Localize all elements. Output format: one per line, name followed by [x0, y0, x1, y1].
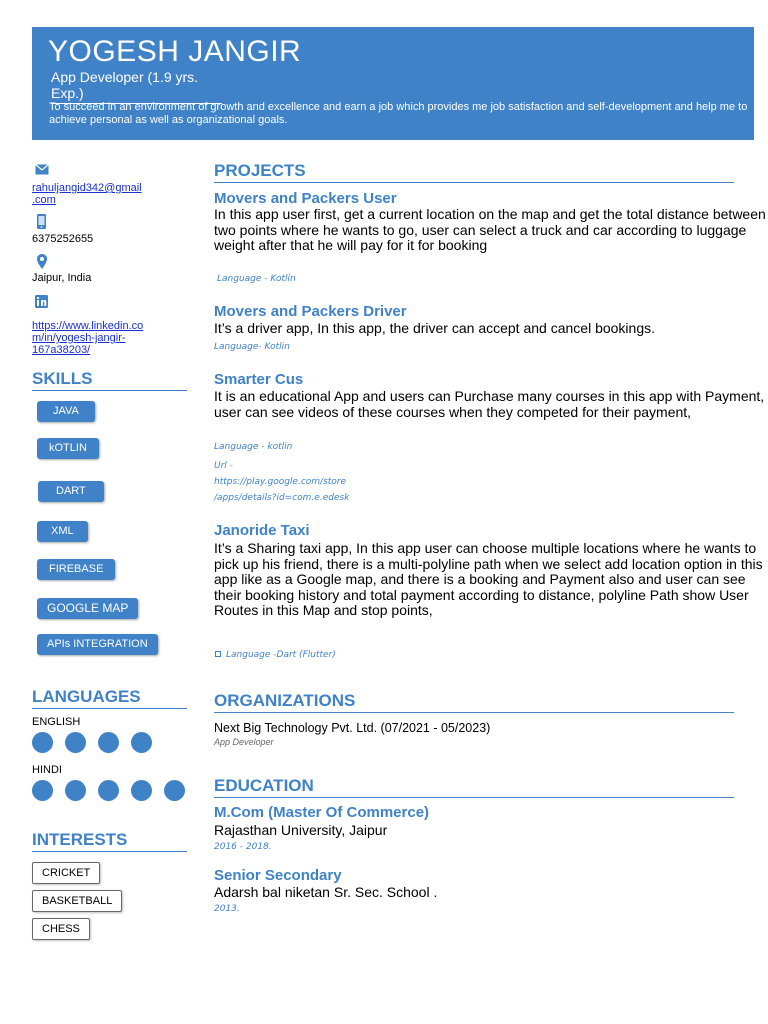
- project-language: Language - Kotlin: [217, 274, 296, 284]
- languages-title: LANGUAGES: [32, 687, 187, 709]
- skill-tag: GOOGLE MAP: [37, 598, 138, 619]
- skill-tag: DART: [38, 481, 104, 502]
- project-language: Language -Dart (Flutter): [226, 650, 336, 660]
- education-title: EDUCATION: [214, 776, 734, 798]
- project-title: Movers and Packers Driver: [214, 303, 407, 320]
- interest-tag: CRICKET: [32, 862, 100, 884]
- skill-tag: JAVA: [37, 401, 95, 422]
- project-url-label: Url -: [214, 461, 233, 471]
- project-description: It is an educational App and users can Purchase many courses in this app with Payment, user can see videos of these courses when they competed for their payment,: [214, 388, 765, 420]
- skill-tag: APIs INTEGRATION: [37, 634, 158, 655]
- location-icon: [37, 254, 47, 269]
- language-level-dot: [131, 780, 152, 801]
- language-level-dot: [32, 780, 53, 801]
- bullet-icon: [215, 651, 221, 657]
- skill-tag: FIREBASE: [37, 559, 115, 580]
- language-level-dot: [98, 780, 119, 801]
- language-level-dot: [65, 732, 86, 753]
- language-name: ENGLISH: [32, 716, 81, 728]
- interests-title: INTERESTS: [32, 830, 187, 852]
- email-link[interactable]: rahuljangid342@gmail .com: [32, 182, 142, 206]
- skills-title: SKILLS: [32, 369, 187, 391]
- project-description: In this app user first, get a current location on the map and get the total distance between two points where he wants to go, user can select a truck and car according to luggage weight after that he will pay for it for booking: [214, 206, 766, 253]
- interest-tag: BASKETBALL: [32, 890, 122, 912]
- organization-role: App Developer: [214, 737, 274, 747]
- skill-tag: XML: [37, 521, 88, 542]
- education-degree: M.Com (Master Of Commerce): [214, 804, 430, 821]
- project-url[interactable]: https://play.google.com/store: [214, 477, 347, 487]
- education-years: 2016 - 2018.: [214, 842, 272, 852]
- linkedin-link[interactable]: https://www.linkedin.co m/in/yogesh-jangir- 167a38203/: [32, 320, 144, 356]
- organization-name: Next Big Technology Pvt. Ltd. (07/2021 - 05/2023): [214, 721, 491, 735]
- language-level-dot: [32, 732, 53, 753]
- project-title: Movers and Packers User: [214, 190, 397, 207]
- organizations-title: ORGANIZATIONS: [214, 691, 734, 713]
- skill-tag: kOTLIN: [37, 438, 99, 459]
- project-url[interactable]: /apps/details?id=com.e.edesk: [214, 493, 350, 503]
- language-level-dot: [164, 780, 185, 801]
- project-title: Janoride Taxi: [214, 522, 310, 539]
- header-banner: [32, 27, 754, 140]
- language-name: HINDI: [32, 764, 62, 776]
- linkedin-icon: [35, 295, 48, 308]
- interest-tag: CHESS: [32, 918, 90, 940]
- project-description: It’s a Sharing taxi app, In this app user can choose multiple locations where he wants to pick up his friend, there is a multi-polyline path when we select add location option in this app like as a Google map, and there is a booking and Payment also and user can see their booking history and total payment according to distance, polyline Path show User Routes in this Map and stop points,: [214, 540, 763, 618]
- language-level-dot: [98, 732, 119, 753]
- phone-number: 6375252655: [32, 233, 94, 245]
- location-text: Jaipur, India: [32, 272, 92, 284]
- education-years: 2013.: [214, 904, 240, 914]
- project-language: Language- Kotlin: [214, 342, 290, 352]
- projects-title: PROJECTS: [214, 161, 734, 183]
- project-language: Language - kotlin: [214, 442, 293, 452]
- candidate-role: App Developer (1.9 yrs. Exp.): [51, 69, 222, 104]
- project-description: It’s a driver app, In this app, the driver can accept and cancel bookings.: [214, 320, 655, 336]
- education-institution: Rajasthan University, Jaipur: [214, 822, 388, 838]
- phone-icon: [37, 214, 46, 229]
- candidate-name: YOGESH JANGIR: [48, 35, 302, 68]
- education-degree: Senior Secondary: [214, 867, 342, 884]
- education-institution: Adarsh bal niketan Sr. Sec. School .: [214, 884, 438, 900]
- language-level-dot: [65, 780, 86, 801]
- project-title: Smarter Cus: [214, 371, 304, 388]
- language-level-dot: [131, 732, 152, 753]
- email-icon: [35, 164, 49, 175]
- career-objective: To succeed in an environment of growth and excellence and earn a job which provides me job satisfaction and self-development and help me to achieve personal as well as organizational goals.: [49, 101, 748, 126]
